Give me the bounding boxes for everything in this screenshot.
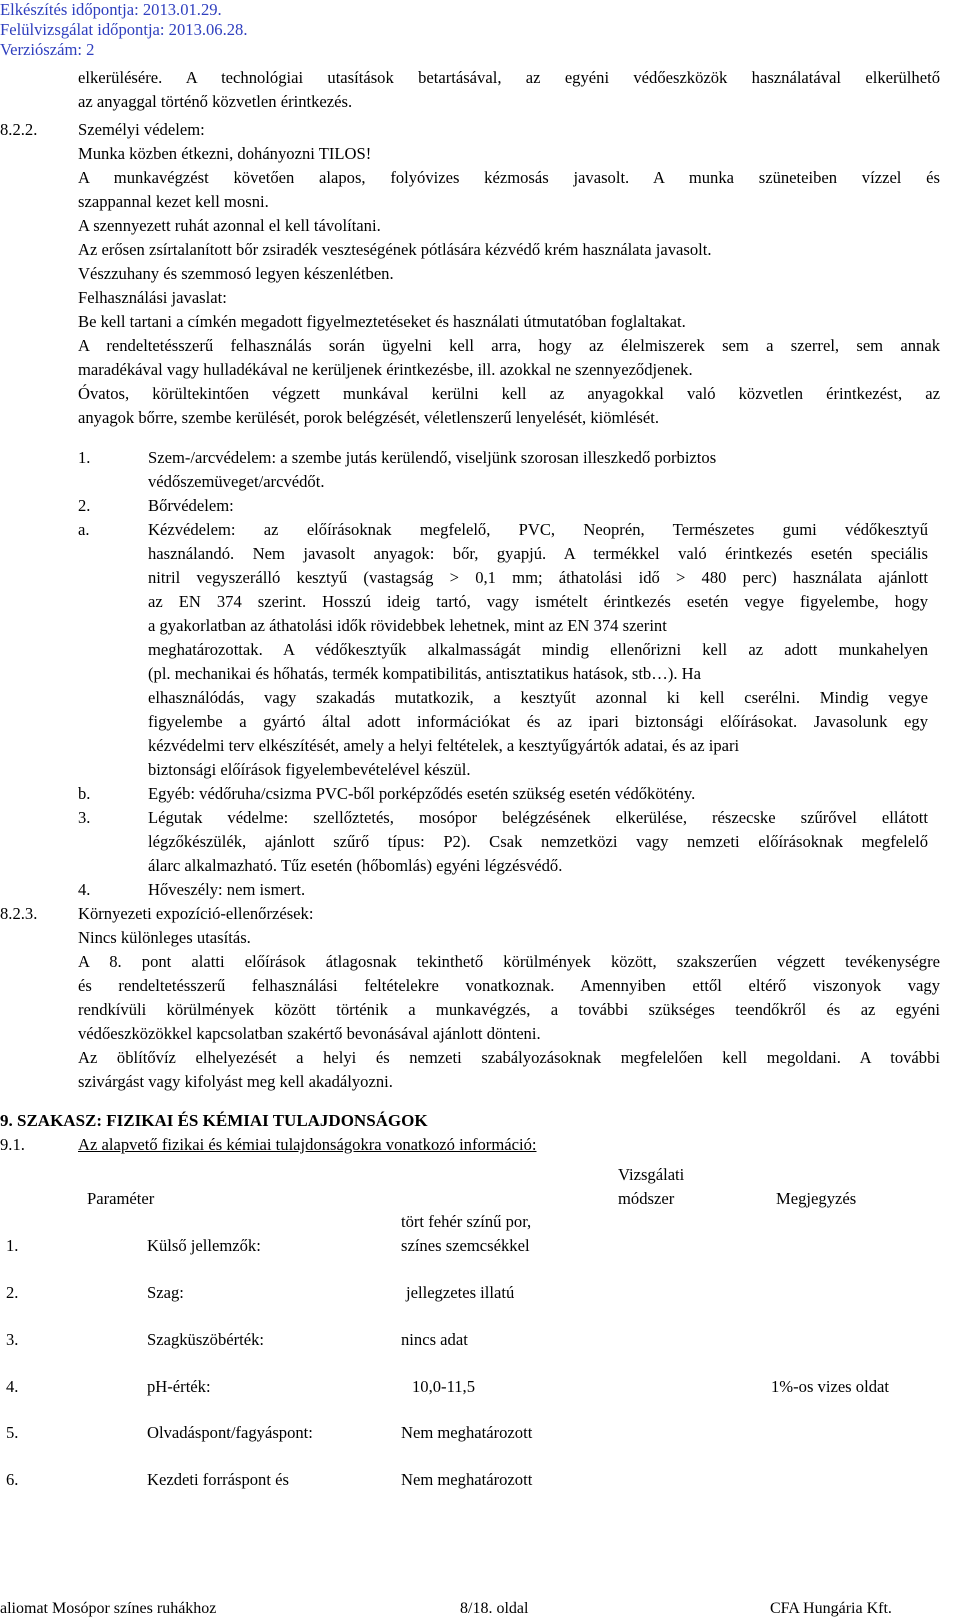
s822-line: Vészzuhany és szemmosó legyen készenlétben. xyxy=(78,264,394,283)
s822-line: Óvatos, körültekintően végzett munkával kerülni kell az anyagokkal való közvetlen érintkezést, az xyxy=(78,384,940,403)
list-line: álarc alkalmazható. Tűz esetén (hőbomlás) egyéni légzésvédő. xyxy=(148,856,563,875)
table-row-param: Kezdeti forráspont és xyxy=(147,1470,289,1489)
list-item-hand xyxy=(148,518,928,782)
list-line: Légutak védelme: szellőztetés, mosópor belégzésének elkerülése, részecske szűrővel ellátott xyxy=(148,808,928,827)
table-row-value: tört fehér színű por, xyxy=(401,1212,532,1231)
list-line: biztonsági előírások figyelembevételével készül. xyxy=(148,760,471,779)
list-item-other xyxy=(148,782,928,806)
table-row-num: 5. xyxy=(6,1423,19,1442)
table-row-value: jellegzetes illatú xyxy=(406,1283,515,1302)
list-line: meghatározottak. A védőkesztyűk alkalmasságát mindig ellenőrizni kell az adott munkahelyen xyxy=(148,640,928,659)
section-822-number: 8.2.2. xyxy=(0,120,38,139)
list-line: használandó. Nem javasolt anyagok: bőr, gyapjú. A termékkel való érintkezés esetén speciális xyxy=(148,544,928,563)
list-line: (pl. mechanikai és hőhatás, termék kompatibilitás, antisztatikus hatások, stb…). Ha xyxy=(148,664,701,683)
list-line: az EN 374 szerint. Hosszú ideig tartó, vagy ismételt érintkezés esetén vegye figyelembe, hogy xyxy=(148,592,928,611)
s823-line: szivárgást vagy kifolyást meg kell akadályozni. xyxy=(78,1072,393,1091)
list-line: Kézvédelem: az előírásoknak megfelelő, PVC, Neoprén, Természetes gumi védőkesztyű xyxy=(148,520,928,539)
s823-line: rendkívüli körülmények között történik a munkavégzés, a további szükséges teendőkről és az egyéni xyxy=(78,1000,940,1019)
s822-line: maradékával vagy hulladékával ne kerüljenek érintkezésbe, ill. azokkal ne szennyeződjenek. xyxy=(78,360,693,379)
s822-line: Be kell tartani a címkén megadott figyelmeztetéseket és használati útmutatóban foglaltakat. xyxy=(78,312,686,331)
list-num-a: a. xyxy=(78,520,90,539)
list-line: Hőveszély: nem ismert. xyxy=(148,880,306,899)
table-row-value: 10,0-11,5 xyxy=(412,1377,475,1396)
table-row-num: 4. xyxy=(6,1377,19,1396)
table-header-method-2: módszer xyxy=(618,1189,675,1208)
table-row-num: 3. xyxy=(6,1330,19,1349)
section-823-number: 8.2.3. xyxy=(0,904,38,923)
table-row-note: 1%-os vizes oldat xyxy=(771,1377,889,1396)
s822-line: A szennyezett ruhát azonnal el kell távolítani. xyxy=(78,216,381,235)
s822-line: A rendeltetésszerű felhasználás során ügyelni kell arra, hogy az élelmiszerek sem a szerrel, sem annak xyxy=(78,336,940,355)
s822-line: anyagok bőrre, szembe kerülését, porok belégzését, véletlenszerű lenyelését, kiömlését. xyxy=(78,408,660,427)
list-item-skin xyxy=(148,494,928,518)
list-num-1: 1. xyxy=(78,448,91,467)
s823-line: A 8. pont alatti előírások átlagosnak tekinthető körülmények között, szakszerűen végzett tevékenységre xyxy=(78,952,940,971)
intro-line-1: elkerülésére. A technológiai utasítások betartásával, az egyéni védőeszközök használatával elkerülhető xyxy=(78,68,940,87)
list-line: légzőkészülék, ajánlott szűrő típus: P2). Csak nemzetközi vagy nemzeti előírásoknak megfelelő xyxy=(148,832,928,851)
list-num-b: b. xyxy=(78,784,91,803)
table-row-value: nincs adat xyxy=(401,1330,468,1349)
header-revised: Felülvizsgálat időpontja: 2013.06.28. xyxy=(0,20,248,39)
list-line: Egyéb: védőruha/csizma PVC-ből porképződés esetén szükség esetén védőkötény. xyxy=(148,784,696,803)
table-row-num: 1. xyxy=(6,1236,19,1255)
header-version: Verziószám: 2 xyxy=(0,40,95,59)
table-row-param: pH-érték: xyxy=(147,1377,211,1396)
s822-line: szappannal kezet kell mosni. xyxy=(78,192,269,211)
s822-line: A munkavégzést követően alapos, folyóvizes kézmosás javasolt. A munka szüneteiben vízzel és xyxy=(78,168,940,187)
table-row-num: 2. xyxy=(6,1283,19,1302)
s823-line: Nincs különleges utasítás. xyxy=(78,928,251,947)
list-line: védőszemüveget/arcvédőt. xyxy=(148,472,325,491)
s822-line: Felhasználási javaslat: xyxy=(78,288,227,307)
s823-line: és rendeltetésszerű felhasználási feltételekre vonatkoznak. Amennyiben ettől eltérő viszonyok vagy xyxy=(78,976,940,995)
list-line: elhasználódás, vagy szakadás mutatkozik, a kesztyűt azonnal ki kell cserélni. Mindig vegye xyxy=(148,688,928,707)
s823-line: Az öblítővíz elhelyezését a helyi és nemzeti szabályozásoknak megfelelően kell megoldani. A további xyxy=(78,1048,940,1067)
table-row-num: 6. xyxy=(6,1470,19,1489)
s822-line: Az erősen zsírtalanított bőr zsiradék veszteségének pótlására kézvédő krém használata javasolt. xyxy=(78,240,712,259)
table-header-parameter: Paraméter xyxy=(87,1189,155,1208)
list-item-heat xyxy=(148,878,928,902)
section-9-title: 9. SZAKASZ: FIZIKAI ÉS KÉMIAI TULAJDONSÁGOK xyxy=(0,1111,428,1130)
intro-line-2: az anyaggal történő közvetlen érintkezés. xyxy=(78,92,353,111)
footer-company: CFA Hungária Kft. xyxy=(770,1600,892,1617)
footer-page-number: 8/18. oldal xyxy=(460,1600,529,1617)
list-num-2: 2. xyxy=(78,496,91,515)
s822-line: Munka közben étkezni, dohányozni TILOS! xyxy=(78,144,372,163)
table-header-method-1: Vizsgálati xyxy=(618,1165,685,1184)
table-row-param: Olvadáspont/fagyáspont: xyxy=(147,1423,313,1442)
list-line: figyelembe a gyártó által adott információkat és az ipari biztonsági előírásokat. Javasolunk egy xyxy=(148,712,928,731)
list-line: Bőrvédelem: xyxy=(148,496,234,515)
list-num-3: 3. xyxy=(78,808,91,827)
table-row-param: Külső jellemzők: xyxy=(147,1236,261,1255)
table-row-param: Szagküszöbérték: xyxy=(147,1330,265,1349)
intro-paragraph xyxy=(78,66,940,114)
header-created: Elkészítés időpontja: 2013.01.29. xyxy=(0,0,222,19)
list-item-eye xyxy=(148,446,928,494)
section-823-title: Környezeti expozíció-ellenőrzések: xyxy=(78,904,314,923)
section-91-title: Az alapvető fizikai és kémiai tulajdonságokra vonatkozó információ: xyxy=(78,1135,537,1154)
list-line: Szem-/arcvédelem: a szembe jutás kerülendő, viseljünk szorosan illeszkedő porbiztos xyxy=(148,448,717,467)
list-line: kézvédelmi terv elkészítését, amely a helyi feltételek, a kesztyűgyártók adatai, és az ipari xyxy=(148,736,740,755)
section-822-body xyxy=(78,142,940,430)
section-823-body xyxy=(78,926,940,1094)
footer-product: aliomat Mosópor színes ruhákhoz xyxy=(0,1600,217,1617)
table-row-value: Nem meghatározott xyxy=(401,1423,533,1442)
list-line: nitril vegyszerálló kesztyű (vastagság > 0,1 mm; áthatolási idő > 480 perc) használata ajánlott xyxy=(148,568,928,587)
table-row-param: Szag: xyxy=(147,1283,184,1302)
list-num-4: 4. xyxy=(78,880,91,899)
table-row-value-2: színes szemcsékkel xyxy=(401,1236,530,1255)
section-822-title: Személyi védelem: xyxy=(78,120,205,139)
list-item-respiratory xyxy=(148,806,928,878)
s823-line: védőeszközökkel kapcsolatban szakértő bevonásával ajánlott dönteni. xyxy=(78,1024,541,1043)
section-91-number: 9.1. xyxy=(0,1135,25,1154)
table-row-value: Nem meghatározott xyxy=(401,1470,533,1489)
list-line: a gyakorlatban az áthatolási idők rövidebbek lehetnek, mint az EN 374 szerint xyxy=(148,616,667,635)
table-header-note: Megjegyzés xyxy=(776,1189,857,1208)
